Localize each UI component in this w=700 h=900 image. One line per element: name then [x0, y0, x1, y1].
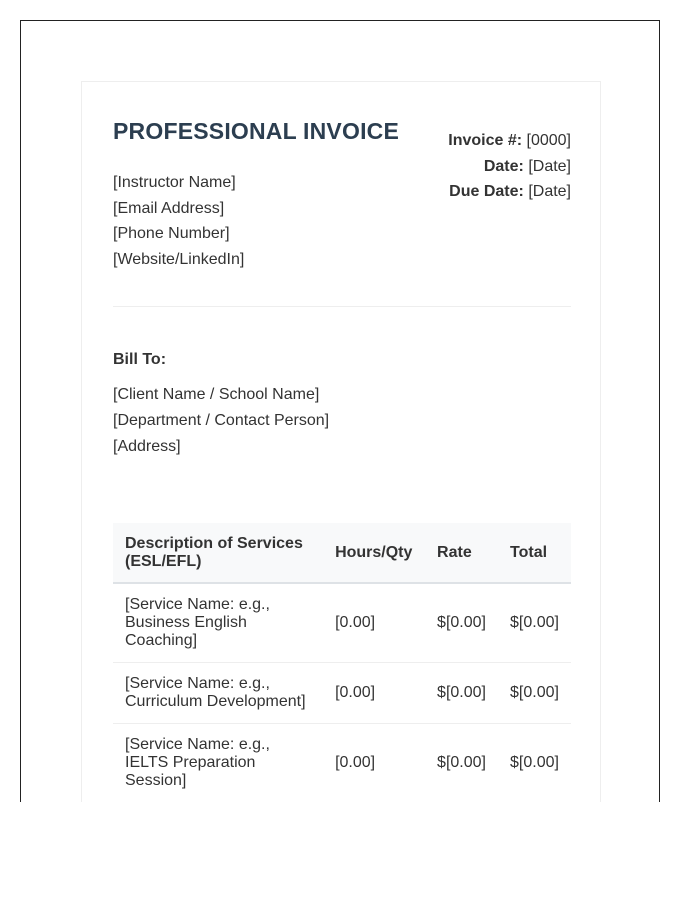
table-row: [113, 583, 571, 663]
bill-to-details: [113, 382, 571, 460]
row-rate: $[0.00]: [425, 583, 498, 663]
document-page: [20, 20, 660, 802]
table-row: [113, 663, 571, 724]
row-hours: [0.00]: [323, 583, 425, 663]
invoice-date-line: [448, 154, 571, 180]
row-description: [Service Name: e.g., Curriculum Development]: [113, 663, 323, 724]
invoice-number-line: [448, 128, 571, 154]
invoice-number-value: [0000]: [526, 132, 571, 149]
bill-to-client: [Client Name / School Name]: [113, 386, 320, 403]
row-rate: $[0.00]: [425, 724, 498, 803]
invoice-date-value: [Date]: [528, 157, 571, 175]
services-table: [113, 523, 571, 802]
header-description: Description of Services (ESL/EFL): [113, 523, 323, 583]
table-row: [113, 724, 571, 803]
header-rate: Rate: [425, 523, 498, 583]
invoice-container: [81, 81, 601, 802]
invoice-date-label: Date:: [483, 157, 524, 175]
row-total: $[0.00]: [498, 663, 571, 724]
row-hours: [0.00]: [323, 663, 425, 724]
sender-website: [Website/LinkedIn]: [113, 250, 245, 268]
row-description: [Service Name: e.g., IELTS Preparation Session]: [113, 724, 323, 803]
row-hours: [0.00]: [323, 724, 425, 803]
bill-to-heading: Bill To:: [113, 351, 167, 368]
bill-to-section: [113, 351, 571, 460]
table-header-row: [113, 523, 571, 583]
invoice-due-date-line: [448, 179, 571, 205]
bill-to-department: [Department / Contact Person]: [113, 412, 330, 429]
invoice-due-date-label: Due Date:: [449, 183, 524, 200]
invoice-due-date-value: [Date]: [528, 183, 571, 200]
header-total: Total: [498, 523, 571, 583]
header-divider: [113, 306, 571, 307]
header-hours: Hours/Qty: [323, 523, 425, 583]
bill-to-address: [Address]: [113, 438, 181, 455]
row-rate: $[0.00]: [425, 663, 498, 724]
invoice-number-label: Invoice #:: [448, 132, 523, 149]
row-total: $[0.00]: [498, 583, 571, 663]
invoice-header: [113, 118, 571, 272]
sender-name: [Instructor Name]: [113, 174, 236, 191]
row-description: [Service Name: e.g., Business English Coaching]: [113, 583, 323, 663]
invoice-title: PROFESSIONAL INVOICE: [113, 118, 400, 144]
sender-phone: [Phone Number]: [113, 225, 230, 242]
invoice-meta: [448, 128, 571, 205]
sender-email: [Email Address]: [113, 199, 225, 217]
row-total: $[0.00]: [498, 724, 571, 803]
